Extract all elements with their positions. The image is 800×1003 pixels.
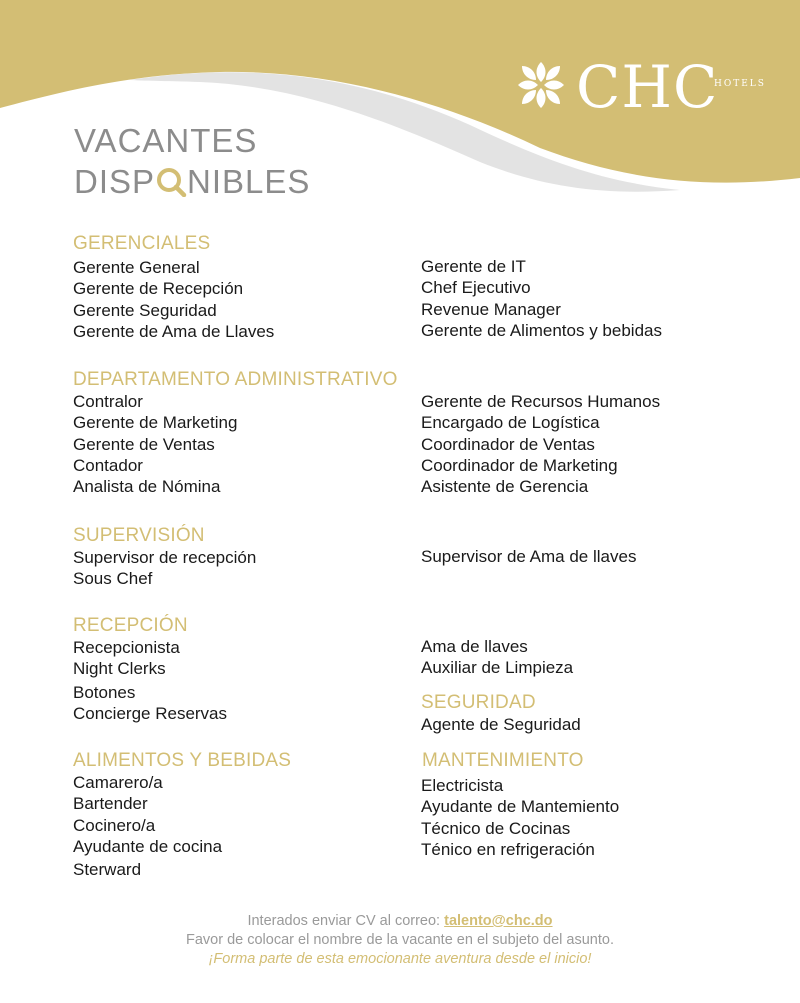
section-heading-administrativo: DEPARTAMENTO ADMINISTRATIVO: [73, 369, 398, 390]
list-item: Ayudante de cocina: [73, 836, 223, 856]
list-item: Técnico de Cocinas: [421, 818, 571, 838]
list-item: Gerente de Ventas: [73, 434, 215, 454]
section-heading-gerenciales: GERENCIALES: [73, 233, 211, 254]
list-item: Chef Ejecutivo: [421, 278, 531, 298]
brand-name: CHC: [576, 53, 719, 121]
list-item: Ayudante de Mantemiento: [421, 797, 620, 817]
recepcion-left-list: [73, 637, 227, 724]
title-line-2-part-a: DISP: [74, 163, 156, 200]
gerenciales-left-list: [73, 257, 274, 342]
footer-tagline: ¡Forma parte de esta emocionante aventura desde el inicio!: [208, 951, 592, 967]
list-item: Gerente de Marketing: [73, 413, 238, 433]
section-heading-seguridad: SEGURIDAD: [421, 692, 536, 713]
list-item: Sous Chef: [73, 569, 153, 589]
list-item: Agente de Seguridad: [421, 715, 581, 734]
footer-line-2: Favor de colocar el nombre de la vacante en el subjeto del asunto.: [185, 932, 614, 948]
list-item: Gerente de IT: [421, 257, 526, 276]
section-heading-alimentos: ALIMENTOS Y BEBIDAS: [73, 750, 292, 771]
recepcion-right-list: [421, 636, 573, 679]
list-item: Coordinador de Marketing: [421, 455, 618, 475]
list-item: Sterward: [73, 860, 142, 880]
administrativo-right-list: [421, 391, 660, 497]
supervision-right-list: [421, 546, 636, 567]
list-item: Gerente General: [73, 258, 200, 277]
list-item: Electricista: [421, 776, 504, 795]
section-heading-supervision: SUPERVISIÓN: [73, 525, 205, 546]
section-heading-recepcion: RECEPCIÓN: [73, 615, 188, 636]
magnifier-icon: [155, 167, 187, 197]
list-item: Contralor: [73, 392, 143, 411]
list-item: Concierge Reservas: [73, 703, 228, 723]
title-line-2-part-b: NIBLES: [187, 163, 311, 200]
title-line-1: VACANTES: [74, 122, 258, 159]
list-item: Recepcionista: [73, 638, 180, 657]
list-item: Gerente de Ama de Llaves: [73, 321, 275, 341]
list-item: Botones: [73, 682, 136, 702]
list-item: Asistente de Gerencia: [421, 477, 589, 497]
list-item: Bartender: [73, 794, 148, 814]
list-item: Gerente de Alimentos y bebidas: [421, 320, 662, 340]
brand-subtitle: HOTELS: [714, 79, 766, 89]
contact-email-link[interactable]: talento@chc.do: [444, 913, 553, 929]
list-item: Supervisor de Ama de llaves: [421, 547, 637, 566]
list-item: Auxiliar de Limpieza: [421, 658, 574, 678]
section-heading-mantenimiento: MANTENIMIENTO: [422, 750, 584, 771]
supervision-left-list: [73, 547, 256, 590]
list-item: Gerente de Recepción: [73, 279, 244, 299]
title-line-2: [74, 163, 310, 201]
list-item: Revenue Manager: [421, 299, 561, 319]
list-item: Analista de Nómina: [73, 477, 221, 497]
list-item: Gerente Seguridad: [73, 300, 217, 320]
list-item: Contador: [73, 455, 143, 475]
list-item: Coordinador de Ventas: [421, 434, 595, 454]
list-item: Encargado de Logística: [421, 413, 600, 433]
seguridad-list: [421, 714, 581, 735]
list-item: Cocinero/a: [73, 815, 156, 835]
administrativo-left-list: [73, 391, 237, 497]
footer-line-1: [0, 913, 800, 929]
footer-instruction: Interados enviar CV al correo:: [247, 913, 441, 929]
list-item: Gerente de Recursos Humanos: [421, 392, 661, 411]
list-item: Ténico en refrigeración: [421, 839, 595, 859]
list-item: Camarero/a: [73, 773, 163, 792]
mantenimiento-list: [421, 775, 619, 860]
alimentos-list: [73, 772, 222, 880]
list-item: Ama de llaves: [421, 637, 528, 656]
gerenciales-right-list: [421, 256, 662, 341]
leaf-emblem-icon: [514, 58, 568, 112]
list-item: Supervisor de recepción: [73, 548, 257, 567]
list-item: Night Clerks: [73, 659, 166, 679]
